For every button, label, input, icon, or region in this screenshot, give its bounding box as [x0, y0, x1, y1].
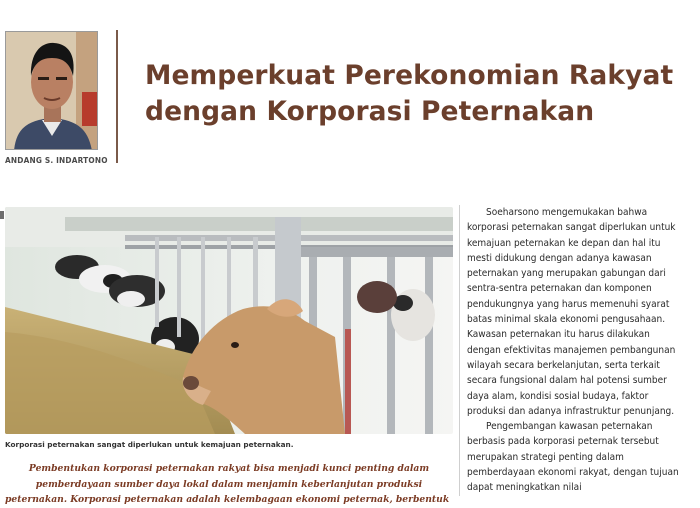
cattle-barn-illustration — [5, 207, 453, 434]
author-name: ANDANG S. INDARTONO — [5, 155, 108, 165]
article-title — [145, 58, 700, 130]
lead-line-3: peternakan. Korporasi peternakan adalah kelembagaan ekonomi peternak, berbentuk — [5, 494, 450, 505]
body-paragraph-1: Soeharsono mengemukakan bahwa korporasi peternakan sangat diperlukan untuk kemajuan peternakan ke depan dan hal itu mesti didukung dengan adanya kawasan peternakan yang merupakan gabungan dari sentra-sentra peternakan dan komponen pendukungnya yang harus memenuhi syarat batas minimal skala ekonomi pengusahaan. Kawasan peternakan itu harus dilakukan dengan efektivitas manajemen pembangunan wilayah secara berkelanjutan, serta terkait secara fungsional dalam hal potensi sumber daya alam, kondisi sosial budaya, faktor produksi dan adanya infrastruktur penunjang. — [467, 207, 676, 417]
body-paragraph-2: Pengembangan kawasan peternakan berbasis pada korporasi peternak tersebut merupakan strategi penting dalam pemberdayaan ekonomi rakyat, dengan tujuan dapat meningkatkan nilai — [467, 421, 679, 494]
page-edge-mark — [0, 211, 4, 219]
photo-caption: Korporasi peternakan sangat diperlukan untuk kemajuan peternakan. — [5, 440, 294, 449]
column-divider — [459, 205, 460, 496]
article-title-line1: Memperkuat Perekonomian Rakyat — [145, 60, 674, 91]
header-divider — [116, 30, 118, 163]
author-photo — [5, 31, 98, 150]
author-portrait — [6, 32, 98, 150]
article-lead — [5, 461, 450, 508]
lead-line-2: pemberdayaan sumber daya lokal dalam menjamin keberlanjutan produksi — [35, 478, 423, 490]
article-title-line2: dengan Korporasi Peternakan — [145, 96, 595, 127]
article-photo — [5, 207, 453, 434]
lead-line-1: Pembentukan korporasi peternakan rakyat bisa menjadi kunci penting dalam — [28, 463, 430, 474]
article-body — [467, 205, 685, 496]
